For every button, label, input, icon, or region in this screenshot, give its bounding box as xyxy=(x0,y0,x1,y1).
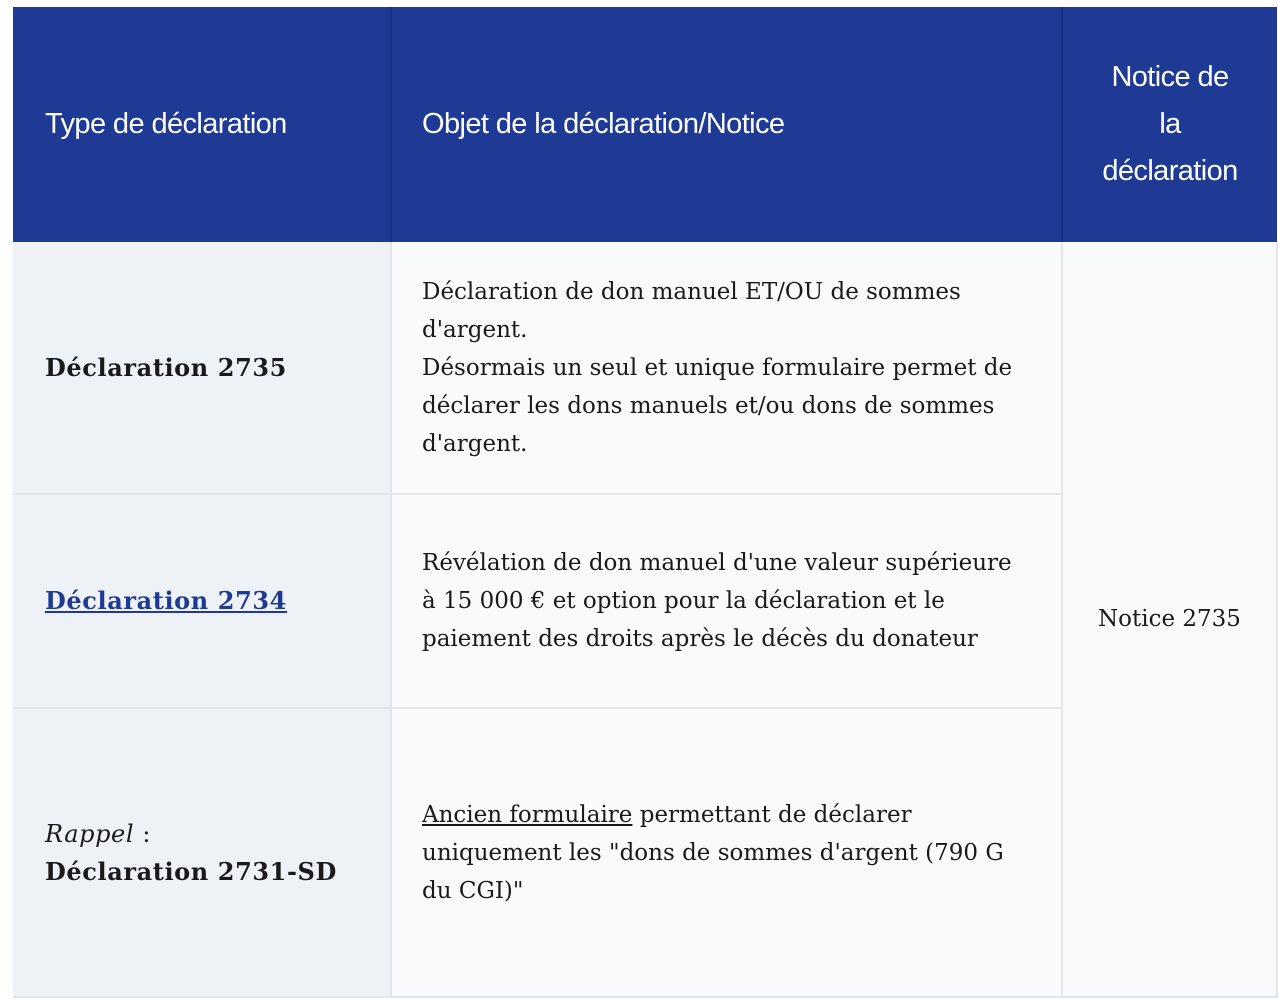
header-object: Objet de la déclaration/Notice xyxy=(391,7,1062,242)
row-3-object-rest: permettant de déclarer uniquement les "dons de sommes d'argent (790 G du CGI)" xyxy=(422,801,1004,904)
declarations-table xyxy=(13,7,1278,998)
notice-label: Notice 2735 xyxy=(1098,606,1241,632)
row-1-object-line-2: Désormais un seul et unique formulaire permet de déclarer les dons manuels et/ou dons de sommes d'argent. xyxy=(422,354,1013,457)
row-2-object-text: Révélation de don manuel d'une valeur supérieure à 15 000 € et option pour la déclaration et le paiement des droits après le décès du donateur xyxy=(422,550,1012,652)
row-3-type-prefix-line xyxy=(45,815,360,853)
ancien-formulaire-link[interactable]: Ancien formulaire xyxy=(422,801,633,828)
row-2-object-cell xyxy=(391,494,1062,708)
header-notice-line-1: Notice de xyxy=(1111,61,1229,93)
header-notice xyxy=(1062,7,1277,242)
table-header-row xyxy=(13,7,1277,242)
row-1-object-cell xyxy=(391,242,1062,494)
header-type: Type de déclaration xyxy=(13,7,391,242)
rappel-colon: : xyxy=(134,819,152,848)
rappel-label: Rappel xyxy=(45,819,135,848)
notice-cell xyxy=(1062,242,1277,997)
row-3-type-label: Déclaration 2731-SD xyxy=(45,856,337,886)
declaration-2734-link[interactable]: Déclaration 2734 xyxy=(45,586,287,615)
row-1-object-line-1: Déclaration de don manuel ET/OU de sommes d'argent. xyxy=(422,278,961,343)
declarations-table-container xyxy=(13,7,1277,998)
row-1-type-label: Déclaration 2735 xyxy=(45,352,287,382)
header-notice-line-3: déclaration xyxy=(1102,155,1238,187)
row-3-type-cell xyxy=(13,708,391,997)
header-notice-line-2: la xyxy=(1159,108,1181,140)
table-row xyxy=(13,242,1277,494)
row-2-type-cell xyxy=(13,494,391,708)
row-1-type-cell xyxy=(13,242,391,494)
row-3-object-cell xyxy=(391,708,1062,997)
